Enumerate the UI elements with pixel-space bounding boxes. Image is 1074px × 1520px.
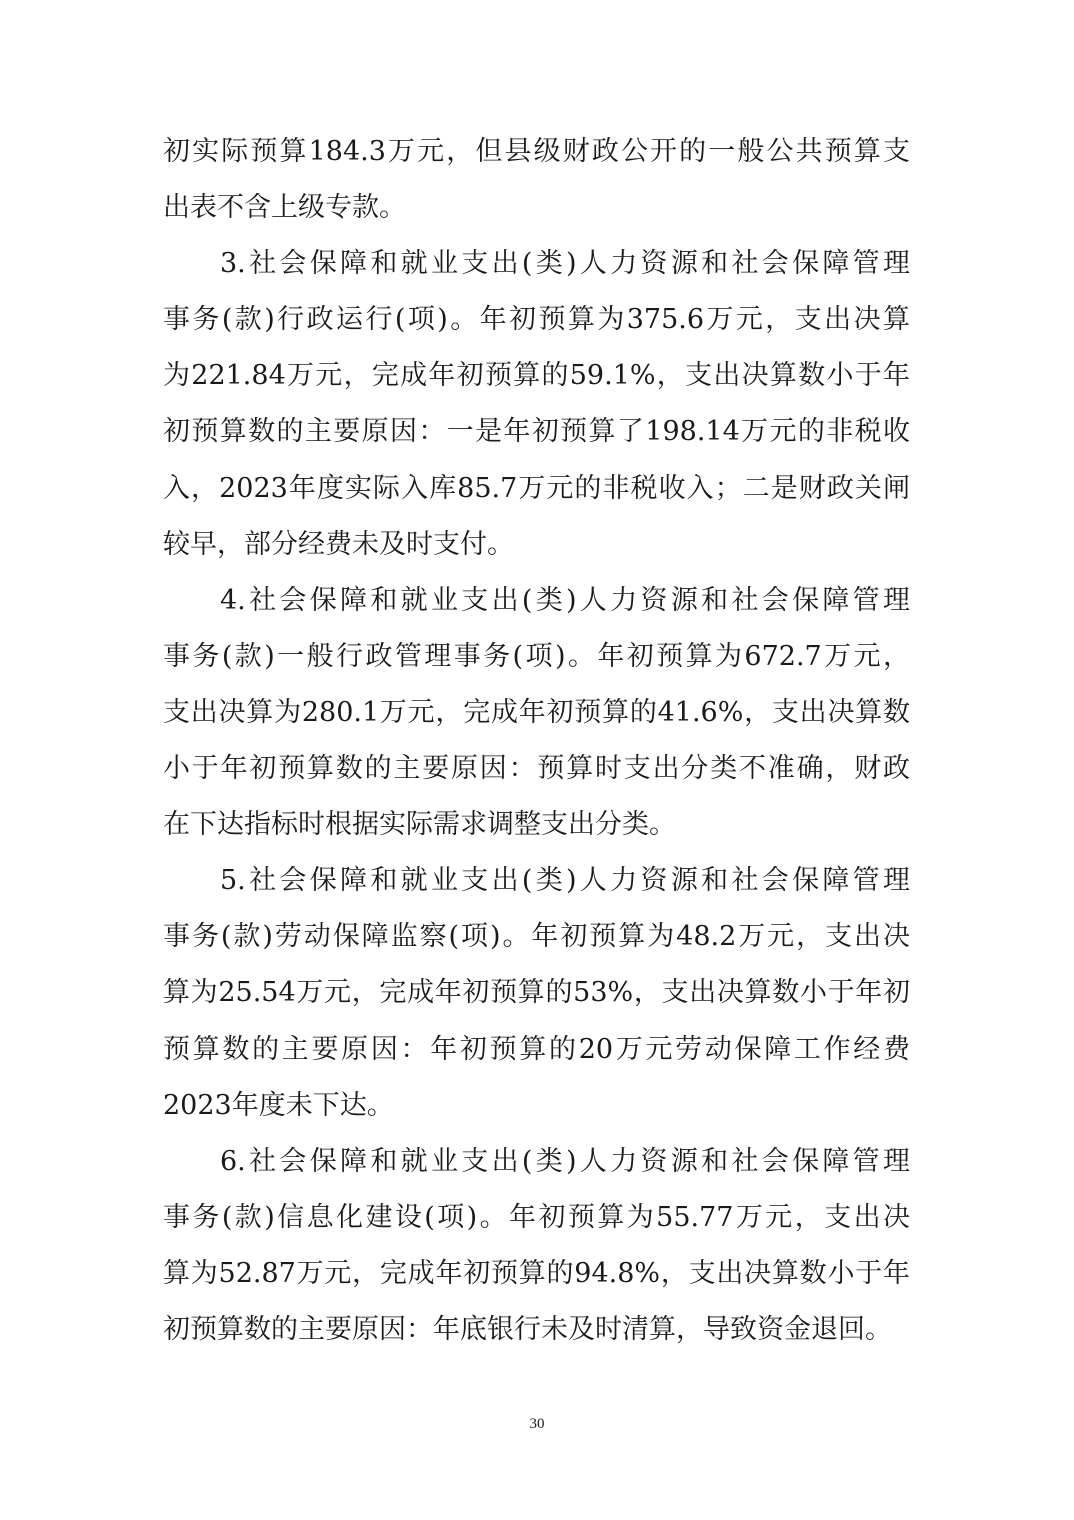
page-number: 30 [529,1416,545,1432]
text-line: 事务(款)信息化建设(项)。年初预算为55.77万元，支出决 [163,1201,910,1233]
text-line: 2023年度未下达。 [163,1089,394,1121]
text-line: 初实际预算184.3万元，但县级财政公开的一般公共预算支 [163,136,910,167]
text-line: 预算数的主要原因：年初预算的20万元劳动保障工作经费 [163,1033,910,1065]
text-line: 事务(款)一般行政管理事务(项)。年初预算为672.7万元， [163,640,910,672]
text-line: 4.社会保障和就业支出(类)人力资源和社会保障管理 [220,584,910,616]
text-line: 为221.84万元，完成年初预算的59.1%，支出决算数小于年 [163,360,910,392]
text-line: 5.社会保障和就业支出(类)人力资源和社会保障管理 [220,865,910,897]
text-line: 入，2023年度实际入库85.7万元的非税收入；二是财政关闸 [163,472,910,504]
text-line: 算为52.87万元，完成年初预算的94.8%，支出决算数小于年 [163,1257,910,1289]
paragraph-item-6 [163,1134,910,1358]
text-line: 6.社会保障和就业支出(类)人力资源和社会保障管理 [220,1145,910,1177]
text-line: 事务(款)行政运行(项)。年初预算为375.6万元，支出决算 [163,304,910,336]
text-line: 初预算数的主要原因：一是年初预算了198.14万元的非税收 [163,416,910,448]
text-line: 在下达指标时根据实际需求调整支出分类。 [163,809,676,841]
body-text [163,124,910,1358]
paragraph-item-3 [163,236,910,573]
paragraph-item-4 [163,573,910,853]
text-line: 算为25.54万元，完成年初预算的53%，支出决算数小于年初 [163,977,910,1009]
text-line: 较早，部分经费未及时支付。 [163,528,514,560]
paragraph-item-5 [163,853,910,1133]
text-line: 初预算数的主要原因：年底银行未及时清算，导致资金退回。 [163,1313,892,1345]
text-line: 事务(款)劳动保障监察(项)。年初预算为48.2万元，支出决 [163,921,910,953]
text-line: 小于年初预算数的主要原因：预算时支出分类不准确，财政 [163,753,910,785]
text-line: 出表不含上级专款。 [163,192,406,224]
paragraph-continuation [163,124,910,236]
text-line: 3.社会保障和就业支出(类)人力资源和社会保障管理 [220,248,910,280]
text-line: 支出决算为280.1万元，完成年初预算的41.6%，支出决算数 [163,696,910,728]
